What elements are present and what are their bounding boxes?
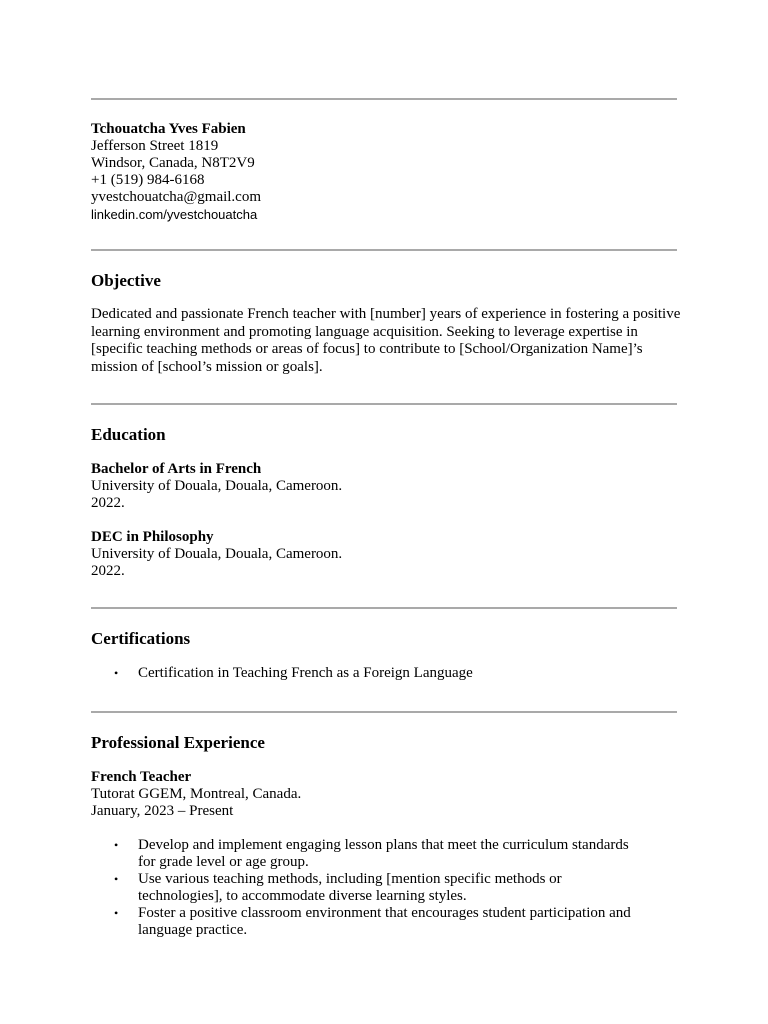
contact-city: Windsor, Canada, N8T2V9 (91, 155, 255, 171)
job-dates: January, 2023 – Present (91, 803, 234, 819)
job-duty-text: Use various teaching methods, including [mention specific methods or technologies], to accommodate diverse learning styles. (138, 871, 562, 904)
objective-text: Dedicated and passionate French teacher with [number] years of experience in fostering a positive learning environment and promoting language acquisition. Seeking to leverage expertise in [specific teaching methods or areas of focus] to contribute to [School/Organization Name]’s mission of [school’s mission or goals]. (91, 306, 681, 375)
bullet-icon: • (114, 666, 119, 680)
certifications-heading: Certifications (91, 629, 191, 648)
education-institution: University of Douala, Douala, Cameroon. (91, 546, 343, 562)
education-degree: Bachelor of Arts in French (91, 461, 262, 477)
divider-objective (91, 249, 677, 251)
certification-text: Certification in Teaching French as a Foreign Language (138, 665, 473, 681)
job-duty-text: Develop and implement engaging lesson plans that meet the curriculum standards for grade level or age group. (138, 837, 629, 870)
education-entry (91, 529, 681, 580)
contact-street: Jefferson Street 1819 (91, 138, 219, 154)
job-duty-text: Foster a positive classroom environment that encourages student participation and language practice. (138, 905, 631, 938)
education-institution: University of Douala, Douala, Cameroon. (91, 478, 343, 494)
bullet-icon: • (114, 906, 119, 920)
education-year: 2022. (91, 495, 125, 511)
divider-experience (91, 711, 677, 713)
contact-block (91, 121, 681, 223)
divider-education (91, 403, 677, 405)
education-year: 2022. (91, 563, 125, 579)
bullet-icon: • (114, 872, 119, 886)
job-duty-item (91, 837, 631, 871)
education-heading: Education (91, 425, 166, 444)
contact-phone: +1 (519) 984-6168 (91, 172, 205, 188)
objective-heading: Objective (91, 271, 161, 290)
job-duties-list (91, 837, 631, 939)
education-degree: DEC in Philosophy (91, 529, 214, 545)
experience-heading: Professional Experience (91, 733, 265, 752)
divider-top (91, 98, 677, 100)
education-entry (91, 461, 681, 512)
certifications-list (91, 665, 681, 682)
bullet-icon: • (114, 838, 119, 852)
job-duty-item (91, 905, 631, 939)
certification-item (91, 665, 681, 682)
contact-name: Tchouatcha Yves Fabien (91, 121, 246, 137)
job-entry (91, 769, 681, 820)
job-company: Tutorat GGEM, Montreal, Canada. (91, 786, 302, 802)
job-duty-item (91, 871, 631, 905)
job-title: French Teacher (91, 769, 192, 785)
contact-email[interactable]: yvestchouatcha@gmail.com (91, 189, 262, 205)
contact-linkedin[interactable]: linkedin.com/yvestchouatcha (91, 207, 258, 222)
divider-certifications (91, 607, 677, 609)
